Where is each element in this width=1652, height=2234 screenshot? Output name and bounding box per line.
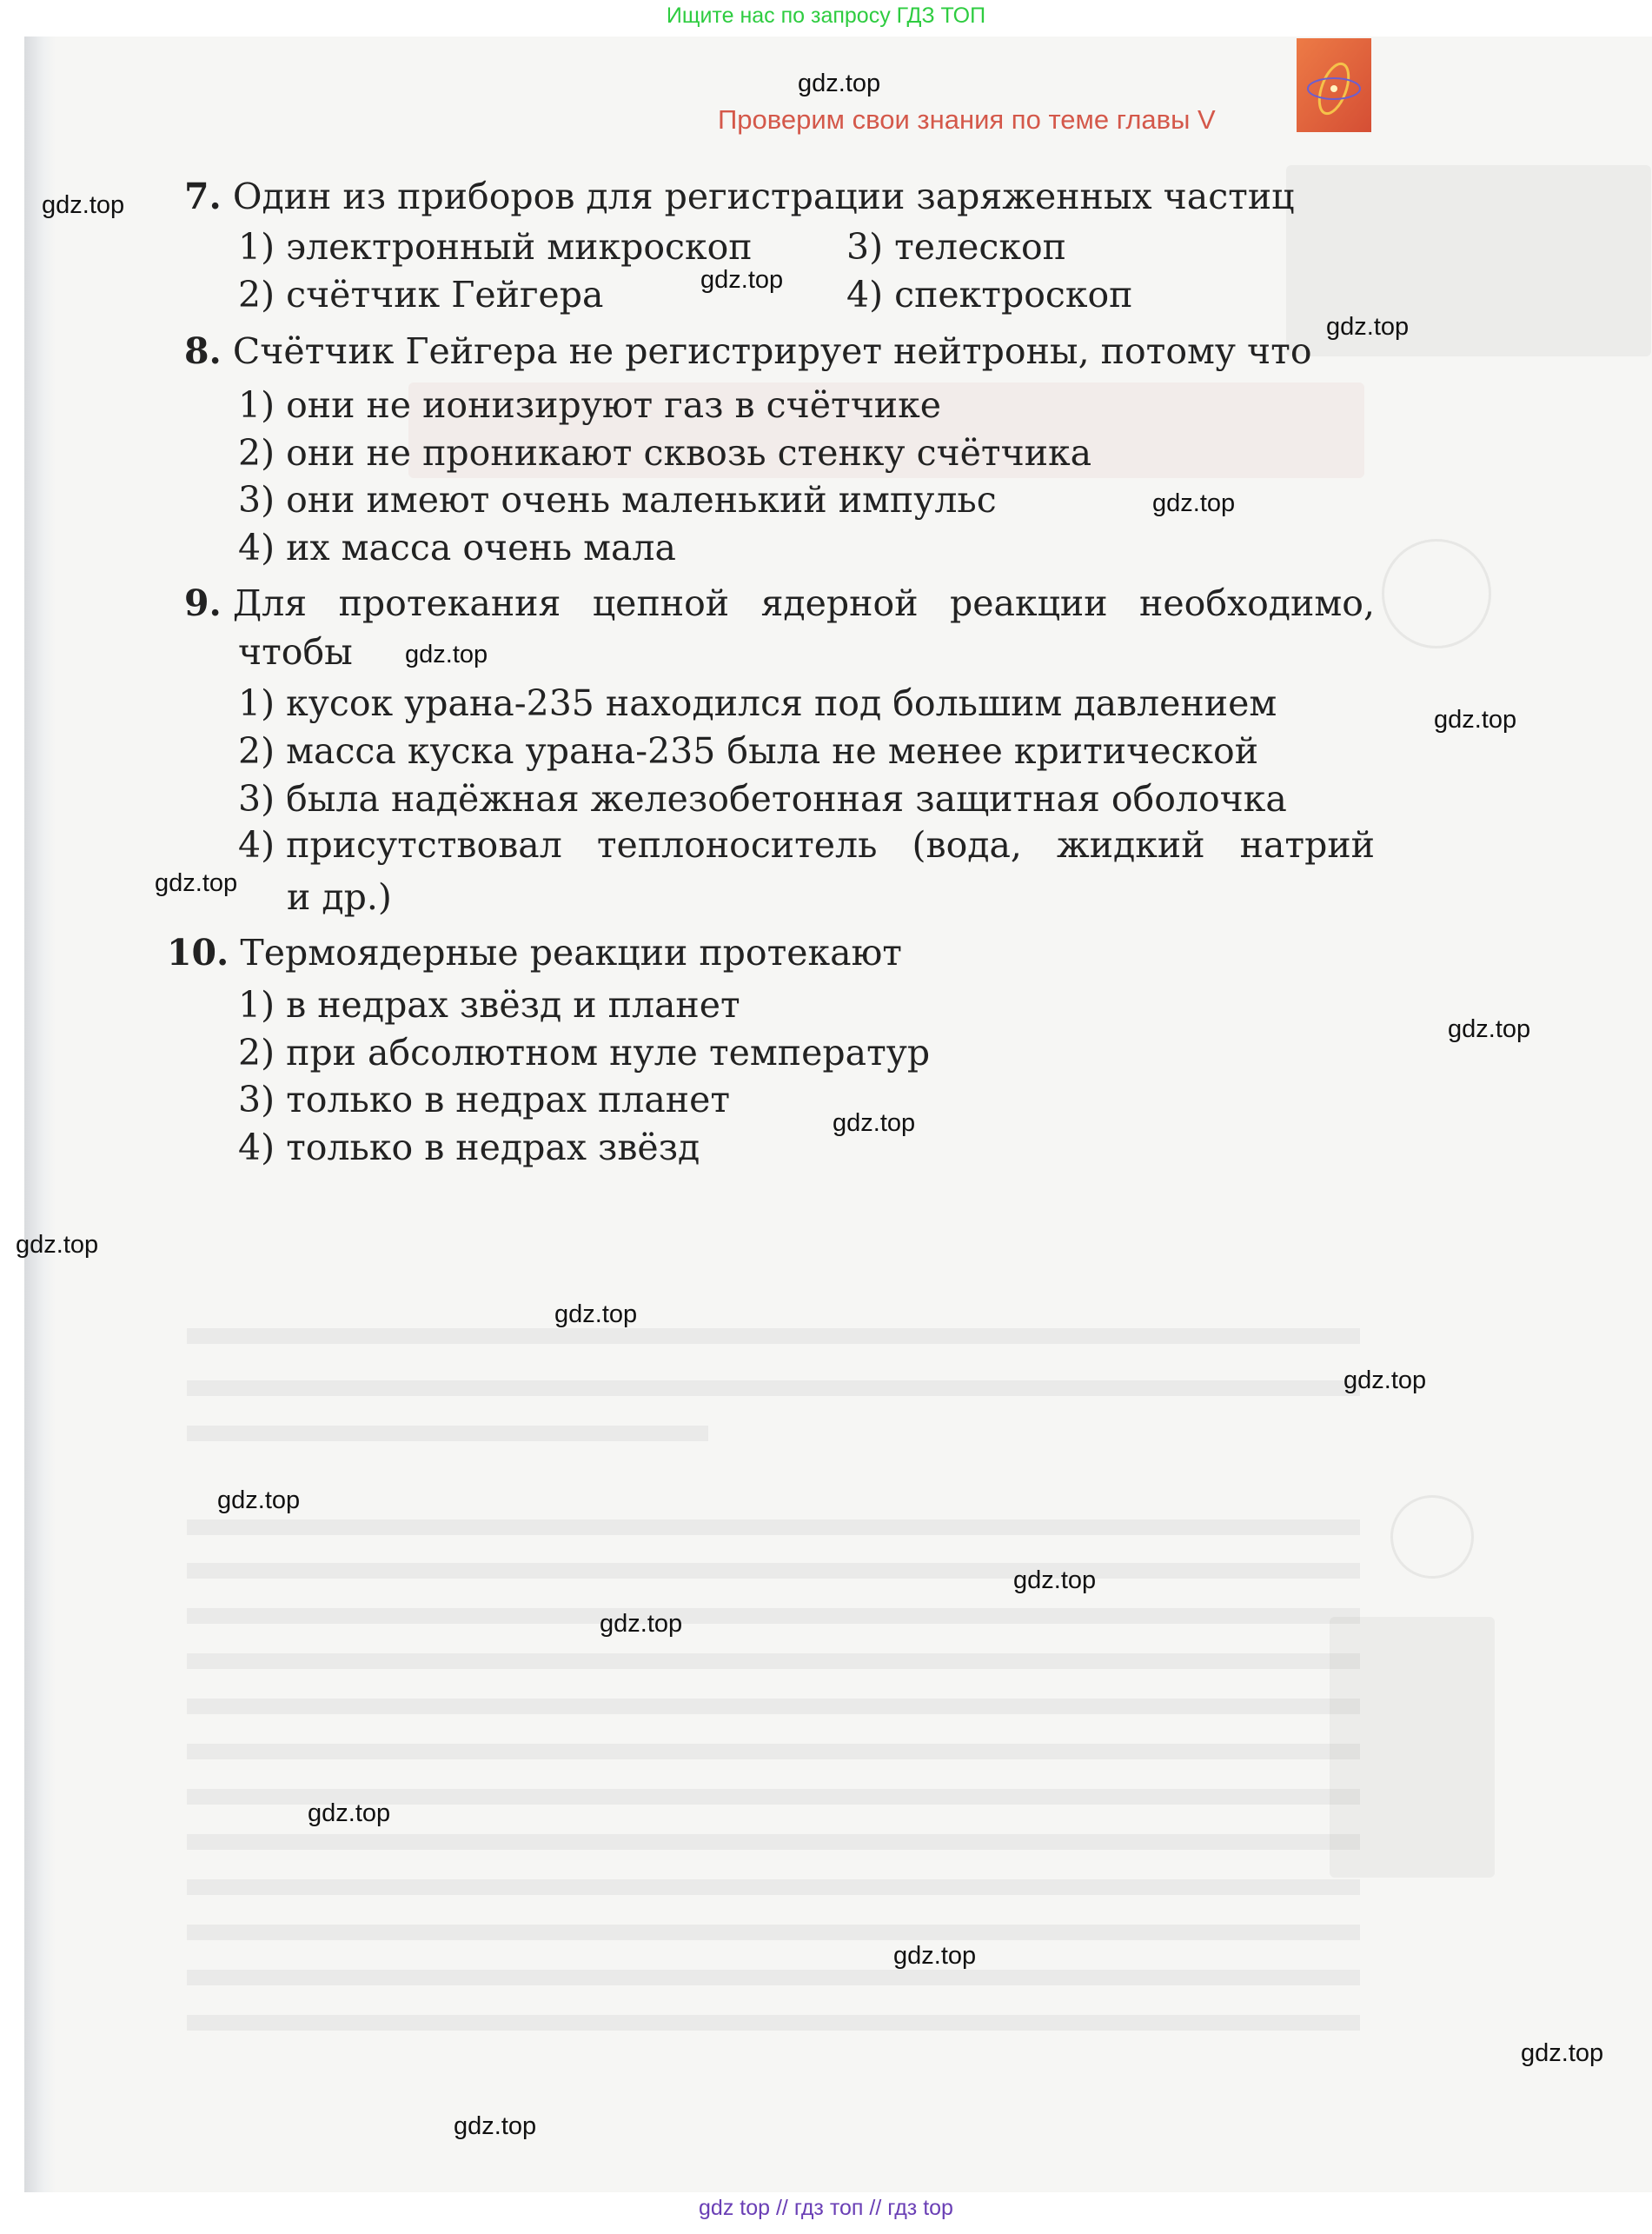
question-7-text: Один из приборов для регистрации заряженных частиц: [232, 176, 1295, 217]
watermark: gdz.top: [1152, 489, 1236, 517]
question-10-option-2: 2) при абсолютном нуле температур: [238, 1032, 931, 1074]
question-8-option-4: 4) их масса очень мала: [238, 527, 676, 568]
question-9-word-6: необходимо,: [1139, 582, 1375, 624]
question-8-number: 8.: [184, 330, 222, 372]
watermark: gdz.top: [833, 1109, 916, 1137]
question-9-option-4-part-2: теплоноситель: [596, 824, 878, 866]
question-10-number: 10.: [167, 932, 229, 974]
page-spine-shadow: [24, 37, 56, 2192]
footer-links[interactable]: gdz top // гдз топ // гдз top: [699, 2196, 953, 2220]
question-10-option-1: 1) в недрах звёзд и планет: [238, 984, 740, 1026]
question-9-word-2: протекания: [338, 582, 561, 624]
question-9-option-4-part-1: 4) присутствовал: [238, 824, 562, 866]
question-7-option-3: 3) телескоп: [846, 226, 1066, 268]
question-8: [184, 329, 1312, 374]
question-9-word-1: Для: [232, 582, 308, 624]
question-7-option-4: 4) спектроскоп: [846, 274, 1133, 316]
watermark: gdz.top: [1434, 706, 1517, 734]
watermark: gdz.top: [893, 1942, 977, 1970]
question-9-option-2: 2) масса куска урана-235 была не менее критической: [238, 730, 1259, 772]
watermark: gdz.top: [155, 869, 238, 897]
question-8-option-1: 1) они не ионизируют газ в счётчике: [238, 384, 942, 426]
question-9: [184, 581, 1375, 626]
question-8-option-2: 2) они не проникают сквозь стенку счётчика: [238, 432, 1092, 474]
watermark: gdz.top: [700, 266, 784, 294]
watermark: gdz.top: [1343, 1366, 1427, 1394]
watermark: gdz.top: [1448, 1015, 1531, 1043]
search-banner[interactable]: Ищите нас по запросу ГДЗ ТОП: [666, 3, 986, 28]
watermark: gdz.top: [1326, 313, 1410, 341]
question-9-text-continued: чтобы: [238, 631, 353, 673]
question-9-option-4-continued: и др.): [287, 876, 392, 918]
question-8-option-3: 3) они имеют очень маленький импульс: [238, 479, 997, 521]
watermark: gdz.top: [554, 1300, 638, 1328]
atom-icon: [1297, 38, 1371, 132]
question-7-option-1: 1) электронный микроскоп: [238, 226, 753, 268]
watermark: gdz.top: [16, 1231, 99, 1259]
watermark: gdz.top: [798, 70, 881, 97]
chapter-header: Проверим свои знания по теме главы V: [718, 104, 1216, 135]
question-9-number: 9.: [184, 582, 222, 624]
question-9-word-4: ядерной: [760, 582, 919, 624]
question-9-option-4-part-3: (вода,: [912, 824, 1022, 866]
watermark: gdz.top: [308, 1799, 391, 1827]
question-9-word-5: реакции: [949, 582, 1108, 624]
watermark: gdz.top: [217, 1486, 301, 1514]
question-9-option-4-part-5: натрий: [1239, 824, 1375, 866]
question-9-option-3: 3) была надёжная железобетонная защитная оболочка: [238, 778, 1287, 820]
watermark: gdz.top: [454, 2112, 537, 2140]
watermark: gdz.top: [1013, 1566, 1097, 1594]
question-10-option-4: 4) только в недрах звёзд: [238, 1127, 700, 1168]
watermark: gdz.top: [405, 641, 488, 668]
question-10-option-3: 3) только в недрах планет: [238, 1079, 731, 1120]
question-9-option-4-part-4: жидкий: [1057, 824, 1205, 866]
question-7: [184, 174, 1295, 219]
question-9-option-4: [238, 822, 1375, 868]
watermark: gdz.top: [42, 191, 125, 219]
question-9-option-1: 1) кусок урана-235 находился под большим давлением: [238, 682, 1277, 724]
question-9-word-3: цепной: [592, 582, 730, 624]
question-10: [167, 930, 902, 975]
question-7-number: 7.: [184, 176, 222, 217]
watermark: gdz.top: [1521, 2039, 1604, 2067]
watermark: gdz.top: [600, 1610, 683, 1638]
question-10-text: Термоядерные реакции протекают: [240, 932, 902, 974]
question-7-option-2: 2) счётчик Гейгера: [238, 274, 604, 316]
question-8-text: Счётчик Гейгера не регистрирует нейтроны, потому что: [232, 330, 1312, 372]
